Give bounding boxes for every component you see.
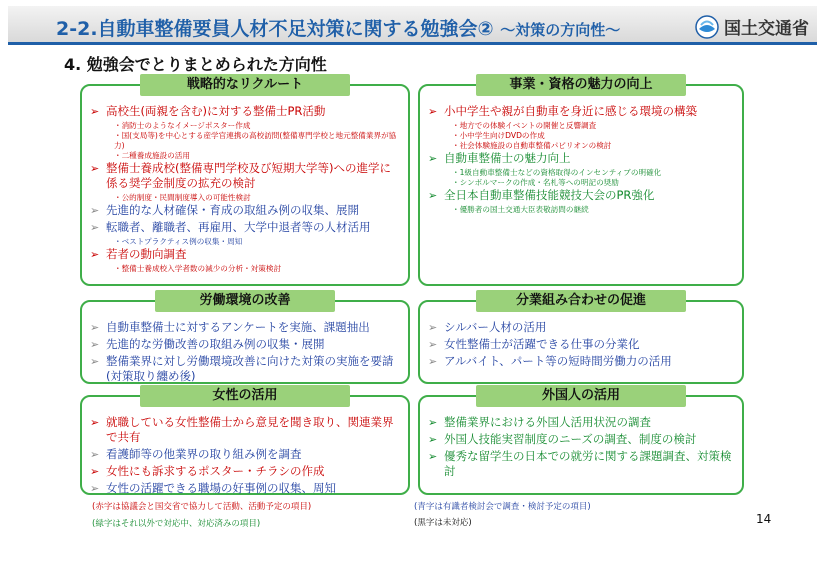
box-title: 労働環境の改善	[155, 290, 335, 312]
box-labor-environment	[80, 293, 410, 384]
arrow-bullet-icon: ➢	[428, 321, 438, 334]
list-item-text: 転職者、離職者、再雇用、大学中退者等の人材活用	[106, 220, 371, 234]
box-title: 戦略的なリクルート	[140, 74, 350, 96]
arrow-bullet-icon: ➢	[90, 465, 100, 478]
list-subitem: ・ベストプラクティス例の収集・周知	[114, 237, 243, 246]
list-item	[88, 247, 402, 262]
legend-green: (緑字はそれ以外で対応中、対応済みの項目)	[92, 519, 261, 529]
list-item-text: 小中学生や親が自動車を身近に感じる環境の構築	[444, 104, 697, 118]
arrow-bullet-icon: ➢	[90, 321, 100, 334]
list-item	[88, 337, 402, 352]
box-women-utilization	[80, 388, 410, 495]
arrow-bullet-icon: ➢	[90, 355, 100, 368]
list-item	[88, 320, 402, 335]
arrow-bullet-icon: ➢	[428, 105, 438, 118]
list-item	[426, 151, 736, 166]
legend-blue: (青字は有識者検討会で調査・検討予定の項目)	[414, 502, 591, 512]
list-item-text: 高校生(両親を含む)に対する整備士PR活動	[106, 104, 326, 118]
box-strategic-recruitment	[80, 77, 410, 286]
item-list	[88, 104, 402, 274]
arrow-bullet-icon: ➢	[90, 448, 100, 461]
list-item-text: 優秀な留学生の日本での就労に関する課題調査、対策検討	[444, 449, 732, 478]
list-item-text: 女性にも訴求するポスター・チラシの作成	[106, 464, 325, 478]
list-item-text: 女性の活躍できる職場の好事例の収集、周知	[106, 481, 336, 495]
box-title: 事業・資格の魅力の向上	[476, 74, 686, 96]
arrow-bullet-icon: ➢	[90, 482, 100, 495]
list-item-text: 全日本自動車整備技能競技大会のPR強化	[444, 188, 655, 202]
legend-black: (黒字は未対応)	[414, 518, 472, 528]
item-list	[426, 320, 736, 371]
list-item	[88, 161, 402, 191]
list-subitem: ・社会体験施設の自動車整備パビリオンの検討	[452, 141, 612, 150]
list-item	[88, 104, 402, 119]
list-item-text: 若者の動向調査	[106, 247, 187, 261]
list-item-text: 整備士養成校(整備専門学校及び短期大学等)への進学に係る奨学金制度の拡充の検討	[106, 161, 391, 190]
arrow-bullet-icon: ➢	[90, 248, 100, 261]
list-item	[426, 320, 736, 335]
list-item	[88, 447, 402, 462]
arrow-bullet-icon: ➢	[428, 189, 438, 202]
item-list	[426, 415, 736, 481]
list-item	[88, 481, 402, 496]
arrow-bullet-icon: ➢	[428, 416, 438, 429]
list-subitem: ・1級自動車整備士などの資格取得のインセンティブの明確化	[452, 168, 662, 177]
mlit-logo	[695, 14, 809, 39]
list-item-text: 整備業界に対し労働環境改善に向けた対策の実施を要請(対策取り纏め後)	[106, 354, 394, 383]
list-subitem: ・消防士のようなイメージポスター作成	[114, 121, 251, 130]
list-item	[88, 415, 402, 445]
box-business-qualification-appeal	[418, 77, 744, 286]
item-list	[426, 104, 736, 215]
list-item	[88, 354, 402, 384]
list-subitem: ・整備士養成校入学者数の減少の分析・対策検討	[114, 264, 282, 273]
box-title: 外国人の活用	[476, 385, 686, 407]
list-item-text: 看護師等の他業界の取り組み例を調査	[106, 447, 302, 461]
item-list	[88, 320, 402, 386]
list-subitem: ・地方での体験イベントの開催と反響調査	[452, 121, 597, 130]
mlit-logo-text: 国土交通省	[724, 19, 809, 39]
list-item	[426, 188, 736, 203]
list-item	[426, 104, 736, 119]
arrow-bullet-icon: ➢	[428, 433, 438, 446]
list-item-text: 女性整備士が活躍できる仕事の分業化	[444, 337, 640, 351]
section-heading: 4. 勉強会でとりまとめられた方向性	[64, 55, 327, 74]
list-item-text: シルバー人材の活用	[444, 320, 547, 334]
list-item	[88, 220, 402, 235]
list-item-text: 自動車整備士に対するアンケートを実施、課題抽出	[106, 320, 370, 334]
slide-header	[8, 6, 817, 45]
box-division-of-labor	[418, 293, 744, 384]
arrow-bullet-icon: ➢	[90, 338, 100, 351]
arrow-bullet-icon: ➢	[428, 152, 438, 165]
list-item	[88, 203, 402, 218]
list-subitem: ・優勝者の国土交通大臣表敬訪問の継続	[452, 205, 589, 214]
arrow-bullet-icon: ➢	[90, 221, 100, 234]
list-item	[426, 432, 736, 447]
list-item-text: アルバイト、パート等の短時間労働力の活用	[444, 354, 672, 368]
list-subitem: ・シンボルマークの作成・名札等への明記の奨励	[452, 178, 619, 187]
list-item-text: 先進的な労働改善の取組み例の収集・展開	[106, 337, 325, 351]
legend-red: (赤字は協議会と国交省で協力して活動、活動予定の項目)	[92, 502, 312, 512]
list-subitem: ・国(支局等)を中心とする産学官連携の高校訪問(整備専門学校と地元整備業界が協力)	[114, 131, 397, 150]
page-number: 14	[756, 512, 772, 526]
arrow-bullet-icon: ➢	[428, 338, 438, 351]
list-item-text: 外国人技能実習制度のニーズの調査、制度の検討	[444, 432, 697, 446]
list-item-text: 先進的な人材確保・育成の取組み例の収集、展開	[106, 203, 359, 217]
list-subitem: ・二種養成施設の活用	[114, 151, 190, 160]
list-item-text: 自動車整備士の魅力向上	[444, 151, 571, 165]
arrow-bullet-icon: ➢	[428, 355, 438, 368]
list-item	[426, 415, 736, 430]
box-title: 分業組み合わせの促進	[476, 290, 686, 312]
box-title: 女性の活用	[140, 385, 350, 407]
list-item-text: 就職している女性整備士から意見を聞き取り、関連業界で共有	[106, 415, 394, 444]
mlit-logo-icon	[695, 15, 719, 39]
list-subitem: ・公的制度・民間制度導入の可能性検討	[114, 193, 251, 202]
item-list	[88, 415, 402, 498]
list-item	[426, 449, 736, 479]
arrow-bullet-icon: ➢	[90, 162, 100, 175]
slide-subtitle: ～対策の方向性～	[500, 21, 621, 39]
list-item	[426, 354, 736, 369]
list-item	[426, 337, 736, 352]
arrow-bullet-icon: ➢	[428, 450, 438, 463]
box-foreigner-utilization	[418, 388, 744, 495]
slide-title-text: 2-2.自動車整備要員人材不足対策に関する勉強会②	[56, 18, 494, 40]
list-item	[88, 464, 402, 479]
list-subitem: ・小中学生向けDVDの作成	[452, 131, 545, 140]
slide-title	[56, 14, 620, 41]
arrow-bullet-icon: ➢	[90, 204, 100, 217]
list-item-text: 整備業界における外国人活用状況の調査	[444, 415, 651, 429]
arrow-bullet-icon: ➢	[90, 105, 100, 118]
arrow-bullet-icon: ➢	[90, 416, 100, 429]
